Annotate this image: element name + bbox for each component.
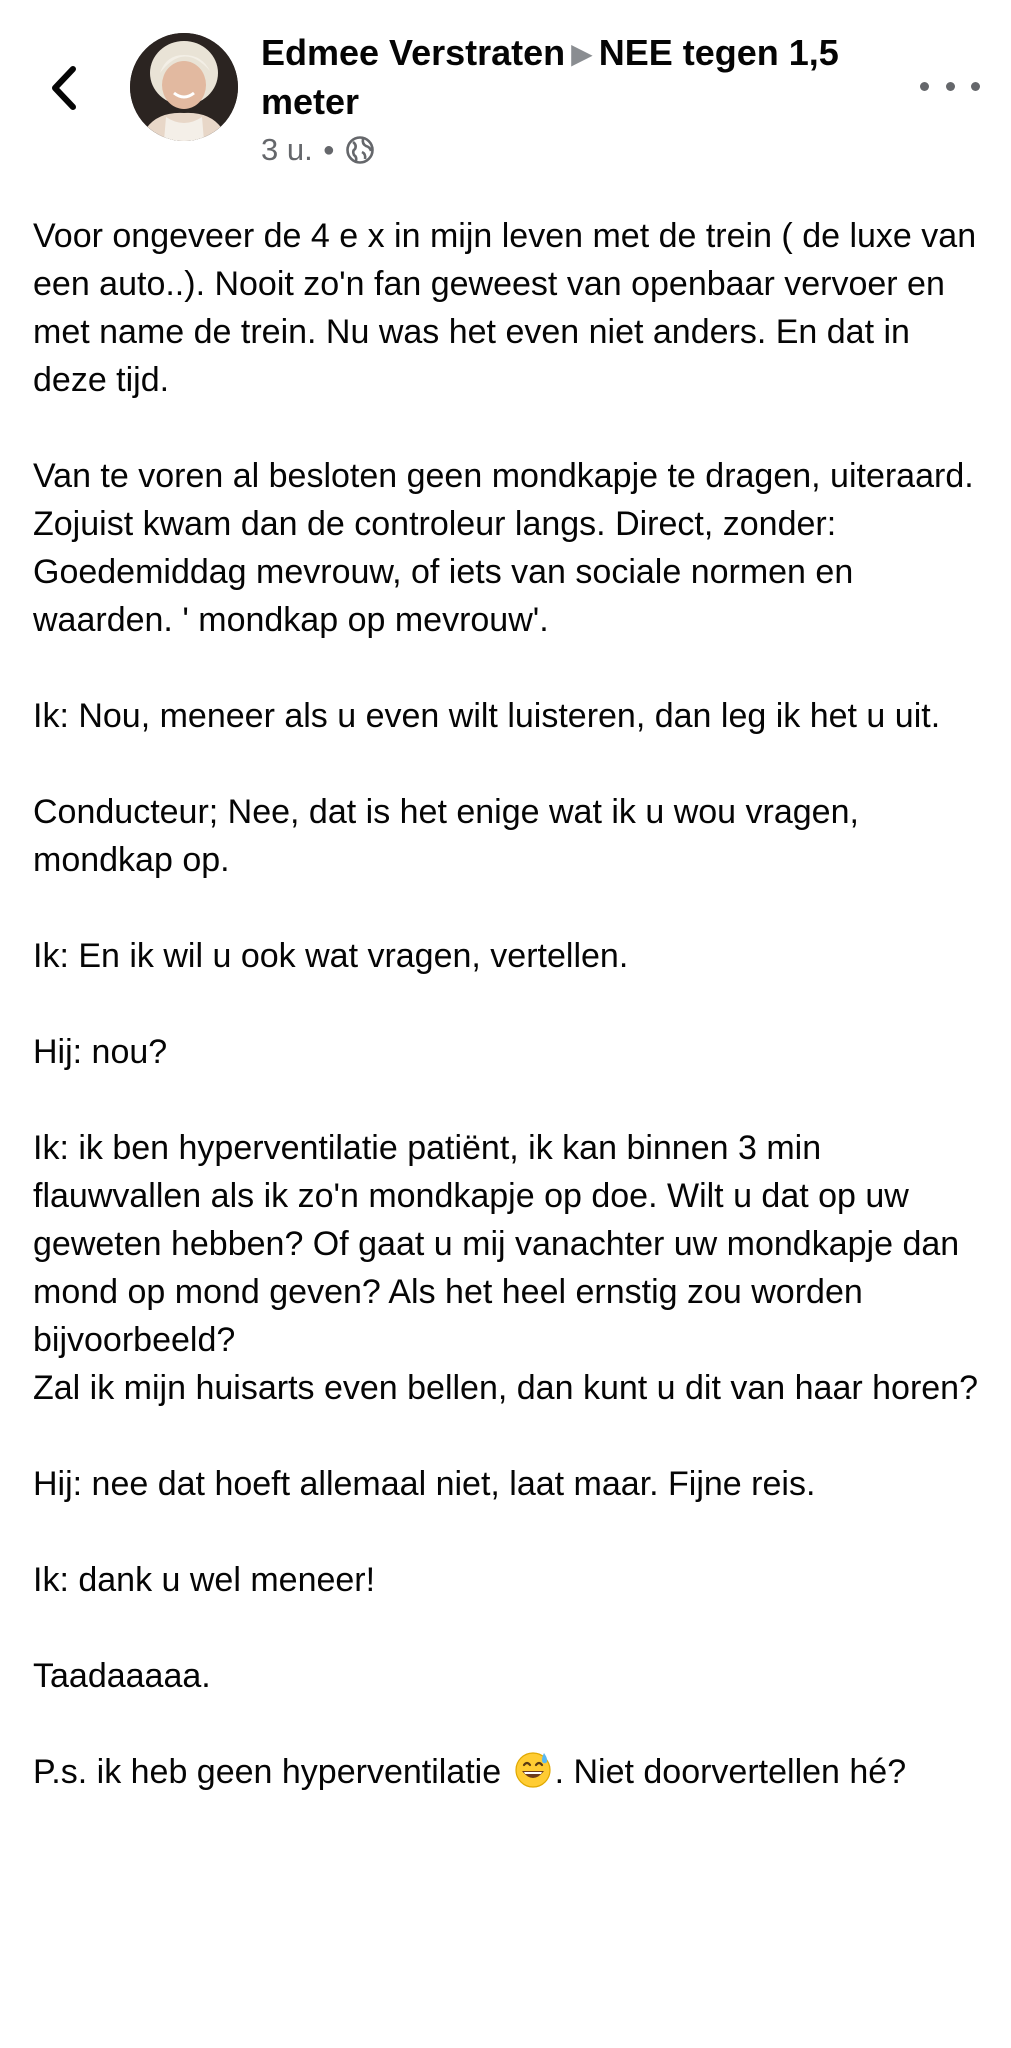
post-meta [261, 128, 375, 172]
back-button[interactable] [38, 58, 90, 118]
ps-text-end: . Niet doorvertellen hé? [554, 1753, 907, 1791]
post-paragraph: Hij: nou? [33, 1033, 168, 1071]
post-paragraph: Ik: Nou, meneer als u even wilt luisteren, dan leg ik het u uit. [33, 697, 941, 735]
more-dot [946, 82, 955, 91]
post-paragraph: Ik: ik ben hyperventilatie patiënt, ik kan binnen 3 min flauwvallen als ik zo'n mondkapje op doe. Wilt u dat op uw geweten hebben? Of gaat u mij vanachter uw mondkapje dan mond op mond geven? Als het heel ernstig zou worden bijvoorbeeld? Zal ik mijn huisarts even bellen, dan kunt u dit van haar horen? [33, 1129, 978, 1407]
ps-text-start: P.s. ik heb geen hyperventilatie [33, 1753, 511, 1791]
post-time[interactable]: 3 u. [261, 132, 313, 167]
post-paragraph: Voor ongeveer de 4 e x in mijn leven met de trein ( de luxe van een auto..). Nooit zo'n fan geweest van openbaar vervoer en met name de trein. Nu was het even niet anders. En dat in deze tijd. [33, 217, 977, 399]
globe-icon [345, 135, 375, 165]
post-paragraph: Van te voren al besloten geen mondkapje te dragen, uiteraard. Zojuist kwam dan de controleur langs. Direct, zonder: Goedemiddag mevrouw, of iets van sociale normen en waarden. ' mondkap op mevrouw'. [33, 457, 974, 639]
more-dot [920, 82, 929, 91]
separator-dot: ● [322, 138, 335, 161]
group-name[interactable]: NEE tegen 1,5 meter [261, 32, 839, 122]
triangle-right-icon: ▶ [571, 38, 593, 69]
post-paragraph: Conducteur; Nee, dat is het enige wat ik u wou vragen, mondkap op. [33, 793, 859, 879]
more-options-button[interactable] [920, 70, 980, 102]
avatar[interactable] [130, 33, 238, 141]
post-paragraph: Ik: dank u wel meneer! [33, 1561, 376, 1599]
post-header [0, 0, 1011, 175]
chevron-left-icon [49, 65, 79, 111]
grinning-sweat-emoji-icon [513, 1749, 553, 1789]
post-title [261, 30, 881, 125]
post-paragraph: Ik: En ik wil u ook wat vragen, vertellen. [33, 937, 629, 975]
post-paragraph: Taadaaaaa. [33, 1657, 211, 1695]
post-paragraph: Hij: nee dat hoeft allemaal niet, laat maar. Fijne reis. [33, 1465, 816, 1503]
author-name[interactable]: Edmee Verstraten [261, 32, 566, 73]
profile-photo-icon [130, 33, 238, 141]
post-body [33, 212, 988, 1844]
more-dot [971, 82, 980, 91]
post-paragraph-last [33, 1748, 988, 1796]
